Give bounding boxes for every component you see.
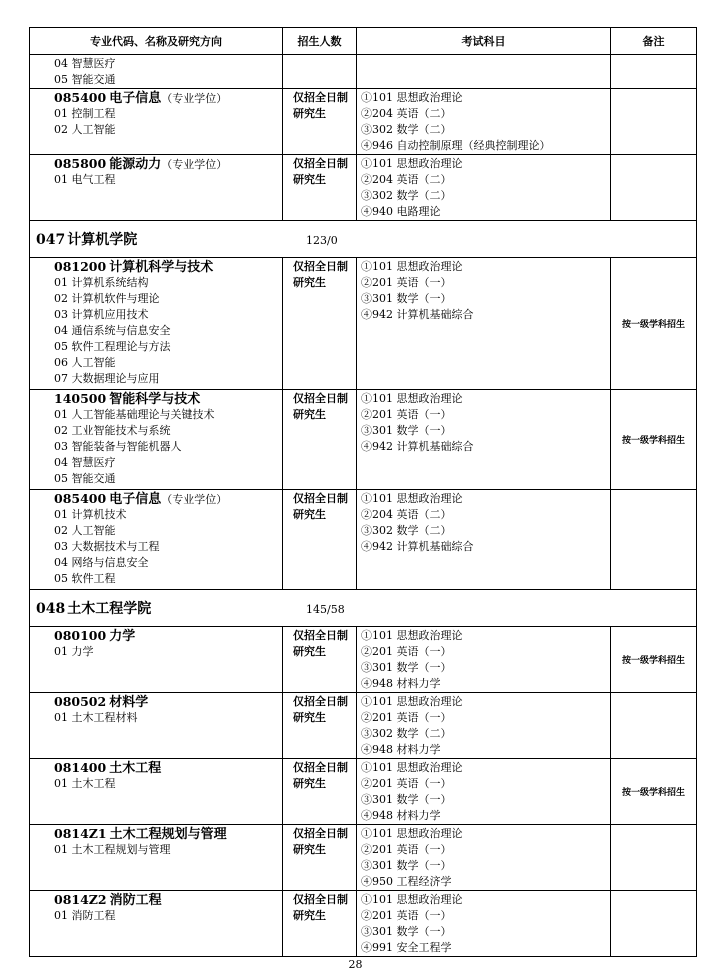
exam-subject: ②201 英语（一）	[361, 276, 452, 289]
major-cell	[30, 891, 283, 957]
remark-cell	[611, 89, 697, 155]
major-row	[30, 155, 697, 221]
major-heading	[54, 826, 282, 842]
research-direction: 01 人工智能基础理论与关键技术	[54, 408, 215, 421]
table-header-row	[30, 28, 697, 55]
exam-subject: ②201 英语（一）	[361, 408, 452, 421]
catalog-table	[29, 27, 697, 957]
major-name: 材料学	[109, 695, 149, 710]
exam-subject: ③301 数学（一）	[361, 661, 452, 674]
enrollment-cell	[283, 759, 357, 825]
exam-subject: ④991 安全工程学	[361, 941, 452, 954]
exam-subjects-cell	[357, 390, 611, 490]
research-direction: 01 电气工程	[54, 173, 116, 186]
major-heading	[54, 892, 282, 908]
major-code: 085800	[54, 156, 107, 171]
enrollment-plan: 仅招全日制研究生	[293, 392, 348, 421]
exam-subject: ②201 英语（一）	[361, 711, 452, 724]
enrollment-plan: 仅招全日制研究生	[293, 260, 348, 289]
exam-subject: ④948 材料力学	[361, 677, 441, 690]
research-direction: 01 土木工程	[54, 777, 116, 790]
remark-cell	[611, 258, 697, 390]
enrollment-cell	[283, 891, 357, 957]
major-heading	[54, 156, 282, 172]
exam-subjects-cell	[357, 825, 611, 891]
remark-cell	[611, 891, 697, 957]
exam-subject: ③301 数学（一）	[361, 292, 452, 305]
admissions-catalog-page	[29, 27, 696, 957]
remark-cell	[611, 627, 697, 693]
major-name: 能源动力	[109, 157, 162, 172]
empty-cell	[611, 55, 697, 89]
major-name: 土木工程	[109, 761, 162, 776]
college-enrollment-count: 145/58	[306, 603, 345, 616]
research-direction: 01 计算机技术	[54, 508, 127, 521]
major-cell	[30, 258, 283, 390]
major-heading	[54, 628, 282, 644]
research-direction: 04 通信系统与信息安全	[54, 324, 171, 337]
exam-subject: ③302 数学（二）	[361, 123, 452, 136]
exam-subjects-cell	[357, 759, 611, 825]
exam-subject: ①101 思想政治理论	[361, 629, 463, 642]
enrollment-cell	[283, 258, 357, 390]
exam-subject: ①101 思想政治理论	[361, 893, 463, 906]
exam-subject: ②201 英语（一）	[361, 777, 452, 790]
enrollment-plan: 仅招全日制研究生	[293, 761, 348, 790]
major-code: 085400	[54, 491, 107, 506]
research-direction: 04 网络与信息安全	[54, 556, 149, 569]
major-row	[30, 258, 697, 390]
college-cell	[30, 590, 697, 627]
header-remark: 备注	[611, 28, 697, 55]
major-cell	[30, 490, 283, 590]
remark-text: 按一级学科招生	[621, 656, 685, 666]
major-row	[30, 627, 697, 693]
exam-subject: ④950 工程经济学	[361, 875, 452, 888]
college-row	[30, 221, 697, 258]
enrollment-plan: 仅招全日制研究生	[293, 695, 348, 724]
remark-cell	[611, 490, 697, 590]
major-row	[30, 89, 697, 155]
major-cell	[30, 390, 283, 490]
enrollment-plan: 仅招全日制研究生	[293, 827, 348, 856]
enrollment-plan: 仅招全日制研究生	[293, 629, 348, 658]
exam-subject: ②201 英语（一）	[361, 843, 452, 856]
major-heading	[54, 491, 282, 507]
research-direction: 07 大数据理论与应用	[54, 372, 160, 385]
exam-subject: ③302 数学（二）	[361, 727, 452, 740]
exam-subject: ④942 计算机基础综合	[361, 440, 474, 453]
direction-line: 05 智能交通	[54, 73, 116, 86]
remark-cell	[611, 825, 697, 891]
header-enrollment: 招生人数	[283, 28, 357, 55]
exam-subject: ③302 数学（二）	[361, 524, 452, 537]
exam-subjects-cell	[357, 258, 611, 390]
enrollment-cell	[283, 627, 357, 693]
major-code: 081200	[54, 259, 107, 274]
college-title	[30, 229, 306, 249]
exam-subjects-cell	[357, 155, 611, 221]
header-major: 专业代码、名称及研究方向	[30, 28, 283, 55]
exam-subject: ①101 思想政治理论	[361, 260, 463, 273]
research-direction: 01 计算机系统结构	[54, 276, 149, 289]
major-cell	[30, 89, 283, 155]
enrollment-cell	[283, 490, 357, 590]
major-cell	[30, 825, 283, 891]
exam-subject: ①101 思想政治理论	[361, 492, 463, 505]
research-direction: 04 智慧医疗	[54, 456, 116, 469]
major-name: 电子信息	[109, 492, 162, 507]
research-direction: 05 软件工程	[54, 572, 116, 585]
major-code: 080100	[54, 628, 107, 643]
exam-subjects-cell	[357, 891, 611, 957]
major-row	[30, 490, 697, 590]
exam-subject: ②204 英语（二）	[361, 173, 452, 186]
exam-subjects-cell	[357, 627, 611, 693]
exam-subject: ①101 思想政治理论	[361, 695, 463, 708]
exam-subject: ③302 数学（二）	[361, 189, 452, 202]
exam-subject: ④948 材料力学	[361, 809, 441, 822]
degree-type-note: （专业学位）	[161, 493, 228, 506]
exam-subject: ②201 英语（一）	[361, 909, 452, 922]
major-name: 计算机科学与技术	[109, 260, 214, 275]
major-name: 消防工程	[109, 893, 162, 908]
exam-subject: ②204 英语（二）	[361, 508, 452, 521]
research-direction: 02 工业智能技术与系统	[54, 424, 171, 437]
exam-subject: ①101 思想政治理论	[361, 157, 463, 170]
exam-subject: ④940 电路理论	[361, 205, 441, 218]
page-number: 28	[348, 958, 363, 971]
remark-cell	[611, 759, 697, 825]
exam-subjects-cell	[357, 693, 611, 759]
exam-subject: ②201 英语（一）	[361, 645, 452, 658]
major-heading	[54, 259, 282, 275]
exam-subject: ②204 英语（二）	[361, 107, 452, 120]
research-direction: 01 土木工程规划与管理	[54, 843, 171, 856]
exam-subject: ④948 材料力学	[361, 743, 441, 756]
college-cell	[30, 221, 697, 258]
exam-subject: ④942 计算机基础综合	[361, 540, 474, 553]
exam-subject: ③301 数学（一）	[361, 793, 452, 806]
major-name: 力学	[109, 629, 136, 644]
research-direction: 01 控制工程	[54, 107, 116, 120]
exam-subject: ①101 思想政治理论	[361, 761, 463, 774]
college-code: 048	[36, 601, 66, 617]
enrollment-cell	[283, 155, 357, 221]
remark-text: 按一级学科招生	[621, 788, 685, 798]
research-direction: 01 土木工程材料	[54, 711, 138, 724]
research-direction: 01 力学	[54, 645, 94, 658]
enrollment-plan: 仅招全日制研究生	[293, 157, 348, 186]
exam-subject: ①101 思想政治理论	[361, 392, 463, 405]
exam-subject: ④946 自动控制原理（经典控制理论）	[361, 139, 551, 152]
research-direction: 06 人工智能	[54, 356, 116, 369]
exam-subject: ①101 思想政治理论	[361, 91, 463, 104]
enrollment-plan: 仅招全日制研究生	[293, 91, 348, 120]
research-direction: 05 软件工程理论与方法	[54, 340, 171, 353]
continued-directions	[30, 55, 283, 89]
research-direction: 02 人工智能	[54, 524, 116, 537]
continued-row	[30, 55, 697, 89]
header-exam-subjects: 考试科目	[357, 28, 611, 55]
major-row	[30, 759, 697, 825]
table-body	[30, 55, 697, 957]
research-direction: 05 智能交通	[54, 472, 116, 485]
enrollment-cell	[283, 89, 357, 155]
remark-text: 按一级学科招生	[621, 436, 685, 446]
exam-subject: ①101 思想政治理论	[361, 827, 463, 840]
enrollment-plan: 仅招全日制研究生	[293, 893, 348, 922]
college-code: 047	[36, 232, 66, 248]
remark-text: 按一级学科招生	[621, 320, 685, 330]
major-code: 140500	[54, 391, 107, 406]
research-direction: 02 计算机软件与理论	[54, 292, 160, 305]
major-heading	[54, 391, 282, 407]
major-code: 0814Z2	[54, 892, 107, 907]
major-heading	[54, 760, 282, 776]
exam-subject: ③301 数学（一）	[361, 859, 452, 872]
major-cell	[30, 155, 283, 221]
college-title	[30, 598, 306, 618]
college-name: 计算机学院	[67, 232, 138, 248]
major-cell	[30, 759, 283, 825]
major-row	[30, 693, 697, 759]
enrollment-cell	[283, 825, 357, 891]
remark-cell	[611, 155, 697, 221]
degree-type-note: （专业学位）	[161, 158, 228, 171]
exam-subjects-cell	[357, 89, 611, 155]
college-row	[30, 590, 697, 627]
major-code: 081400	[54, 760, 107, 775]
exam-subject: ③301 数学（一）	[361, 424, 452, 437]
research-direction: 03 大数据技术与工程	[54, 540, 160, 553]
degree-type-note: （专业学位）	[161, 92, 228, 105]
major-row	[30, 825, 697, 891]
major-cell	[30, 693, 283, 759]
major-name: 电子信息	[109, 91, 162, 106]
enrollment-plan: 仅招全日制研究生	[293, 492, 348, 521]
major-code: 080502	[54, 694, 107, 709]
major-code: 085400	[54, 90, 107, 105]
remark-cell	[611, 390, 697, 490]
major-row	[30, 390, 697, 490]
exam-subjects-cell	[357, 490, 611, 590]
college-name: 土木工程学院	[67, 601, 152, 617]
enrollment-cell	[283, 693, 357, 759]
major-name: 智能科学与技术	[109, 392, 201, 407]
major-name: 土木工程规划与管理	[109, 827, 227, 842]
empty-cell	[357, 55, 611, 89]
major-row	[30, 891, 697, 957]
enrollment-cell	[283, 390, 357, 490]
major-heading	[54, 694, 282, 710]
major-cell	[30, 627, 283, 693]
major-heading	[54, 90, 282, 106]
remark-cell	[611, 693, 697, 759]
research-direction: 01 消防工程	[54, 909, 116, 922]
research-direction: 03 计算机应用技术	[54, 308, 149, 321]
exam-subject: ④942 计算机基础综合	[361, 308, 474, 321]
research-direction: 02 人工智能	[54, 123, 116, 136]
exam-subject: ③301 数学（一）	[361, 925, 452, 938]
direction-line: 04 智慧医疗	[54, 57, 116, 70]
research-direction: 03 智能装备与智能机器人	[54, 440, 182, 453]
college-enrollment-count: 123/0	[306, 234, 338, 247]
empty-cell	[283, 55, 357, 89]
major-code: 0814Z1	[54, 826, 107, 841]
